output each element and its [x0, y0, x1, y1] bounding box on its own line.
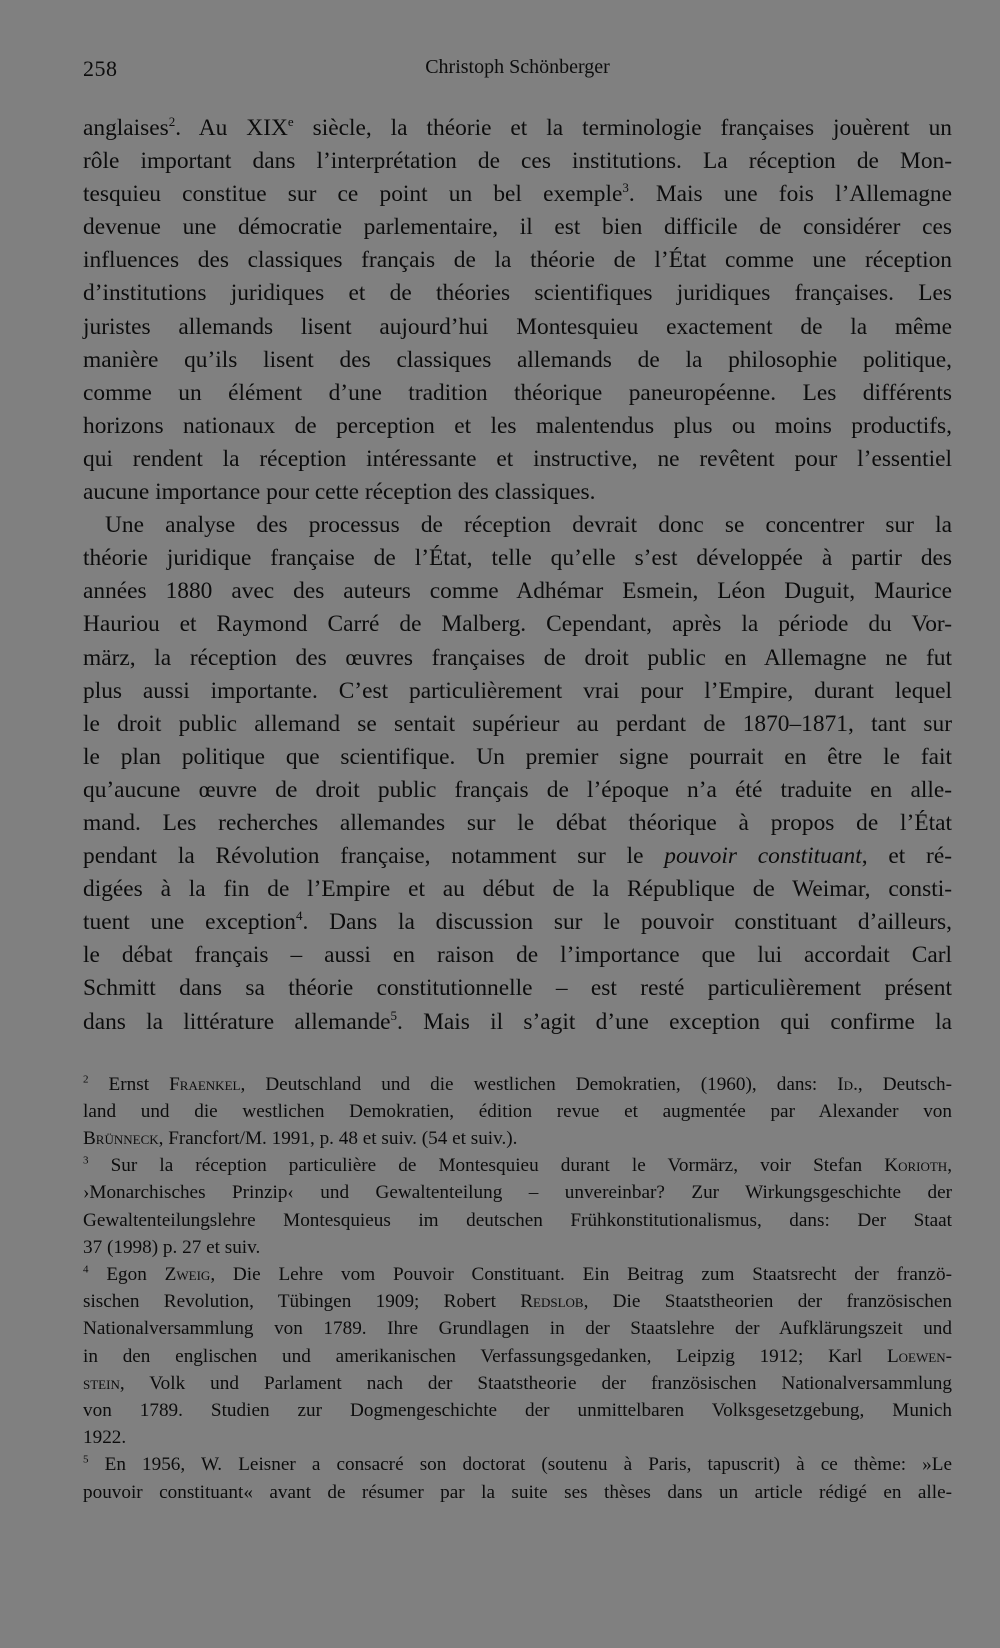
footnote-line: sischen Revolution, Tübingen 1909; Robert Redslob, Die Staatstheorien der französischen [83, 1291, 952, 1313]
footnote-number: 2 [83, 1073, 89, 1086]
text-line: manière qu’ils lisent des classiques allemands de la philosophie politique, [83, 346, 952, 373]
footnote-ref[interactable]: 3 [622, 180, 629, 196]
footnotes [83, 1071, 952, 1506]
text-line: Une analyse des processus de réception devrait donc se concentrer sur la [105, 512, 952, 539]
text-line: comme un élément d’une tradition théorique paneuropéenne. Les différents [83, 379, 952, 406]
footnote-line: $^4$ Egon Zweig, Die Lehre vom Pouvoir Constituant. Ein Beitrag zum Staatsrecht der franzö- [83, 1263, 952, 1286]
footnote-number: 4 [83, 1263, 89, 1276]
text-line: plus aussi importante. C’est particulièrement vrai pour l’Empire, durant lequel [83, 677, 952, 704]
footnote-line: in den englischen und amerikanischen Verfassungsgedanken, Leipzig 1912; Karl Loewen- [83, 1345, 952, 1367]
footnote-line: $^5$ En 1956, W. Leisner a consacré son doctorat (soutenu à Paris, tapuscrit) à ce thème: »Le [83, 1454, 952, 1476]
italic-term: pouvoir constituant [664, 843, 862, 870]
footnote-number: 3 [83, 1154, 89, 1167]
text-line: Hauriou et Raymond Carré de Malberg. Cependant, après la période du Vor- [83, 611, 952, 638]
text-line: le débat français – aussi en raison de l’importance que lui accordait Carl [83, 942, 952, 969]
footnote-line: 1922. [83, 1427, 127, 1449]
text-line: anglaises$^2$. Au XIXe siècle, la théorie et la terminologie françaises jouèrent un [83, 114, 952, 141]
text-line: rôle important dans l’interprétation de ces institutions. La réception de Mon- [83, 148, 952, 175]
footnote-line: $^3$ Sur la réception particulière de Montesquieu durant le Vormärz, voir Stefan Korioth, [83, 1154, 952, 1177]
text-line: digées à la fin de l’Empire et au début de la République de Weimar, consti- [83, 876, 952, 903]
footnote-line: Nationalversammlung von 1789. Ihre Grundlagen in der Staatslehre der Aufklärungszeit und [83, 1318, 952, 1340]
running-head: Christoph Schönberger [425, 56, 610, 78]
footnote-line: land und die westlichen Demokratien, édition revue et augmentée par Alexander von [83, 1100, 952, 1122]
text-line: années 1880 avec des auteurs comme Adhémar Esmein, Léon Duguit, Maurice [83, 578, 952, 605]
footnote-line: Gewaltenteilungslehre Montesquieus im deutschen Frühkonstitutionalismus, dans: Der Staat [83, 1209, 952, 1231]
text-line: le droit public allemand se sentait supérieur au perdant de 1870–1871, tant sur [83, 710, 952, 737]
footnote-line: $^2$ Ernst Fraenkel, Deutschland und die westlichen Demokratien, (1960), dans: Id., Deutsch- [83, 1073, 952, 1095]
footnote-ref[interactable]: 4 [296, 908, 303, 924]
text-line: qui rendent la réception intéressante et instructive, ne revêtent pour l’essentiel [83, 445, 952, 472]
text-line: pendant la Révolution française, notamment sur le pouvoir constituant, et ré- [83, 843, 952, 870]
text-line: Schmitt dans sa théorie constitutionnelle – est resté particulièrement présent [83, 975, 952, 1002]
book-page [83, 56, 952, 1506]
text-line: dans la littérature allemande$^5$. Mais il s’agit d’une exception qui confirme la [83, 1007, 952, 1035]
page-number: 258 [83, 56, 118, 81]
superscript: e [287, 114, 294, 130]
text-line: aucune importance pour cette réception des classiques. [83, 479, 596, 506]
footnote-ref[interactable]: 5 [390, 1007, 398, 1023]
text-line: mand. Les recherches allemandes sur le débat théorique à propos de l’État [83, 809, 952, 836]
text-line: le plan politique que scientifique. Un premier signe pourrait en être le fait [83, 743, 952, 770]
main-text [83, 112, 952, 1039]
text-line: qu’aucune œuvre de droit public français de l’époque n’a été traduite en alle- [83, 776, 952, 803]
text-line: juristes allemands lisent aujourd’hui Montesquieu exactement de la même [83, 313, 952, 340]
footnote-line: stein, Volk und Parlament nach der Staatstheorie der französischen Nationalversammlung [83, 1372, 952, 1394]
text-line: tuent une exception$^4$. Dans la discussion sur le pouvoir constituant d’ailleurs, [83, 908, 952, 936]
footnote-line: ›Monarchisches Prinzip‹ und Gewaltenteilung – unvereinbar? Zur Wirkungsgeschichte der [83, 1182, 952, 1204]
text-line: horizons nationaux de perception et les malentendus plus ou moins productifs, [83, 412, 952, 439]
footnote-line: Brünneck, Francfort/M. 1991, p. 48 et suiv. (54 et suiv.). [83, 1128, 518, 1150]
footnote-line: 37 (1998) p. 27 et suiv. [83, 1236, 261, 1258]
text-line: influences des classiques français de la théorie de l’État comme une réception [83, 247, 952, 274]
footnote-line: von 1789. Studien zur Dogmengeschichte der unmittelbaren Volksgesetzgebung, Munich [83, 1400, 952, 1422]
footnote-ref[interactable]: 2 [168, 114, 176, 130]
text-line: tesquieu constitue sur ce point un bel exemple$^3$. Mais une fois l’Allemagne [83, 180, 952, 208]
text-line: devenue une démocratie parlementaire, il est bien difficile de considérer ces [83, 214, 952, 241]
footnote-line: pouvoir constituant« avant de résumer par la suite ses thèses dans un article rédigé en alle- [83, 1481, 952, 1503]
footnote-number: 5 [83, 1454, 89, 1467]
text-line: d’institutions juridiques et de théories scientifiques juridiques françaises. Les [83, 280, 952, 307]
text-line: théorie juridique française de l’État, telle qu’elle s’est développée à partir des [83, 545, 952, 572]
page-header [83, 56, 952, 90]
text-line: märz, la réception des œuvres françaises de droit public en Allemagne ne fut [83, 644, 952, 671]
